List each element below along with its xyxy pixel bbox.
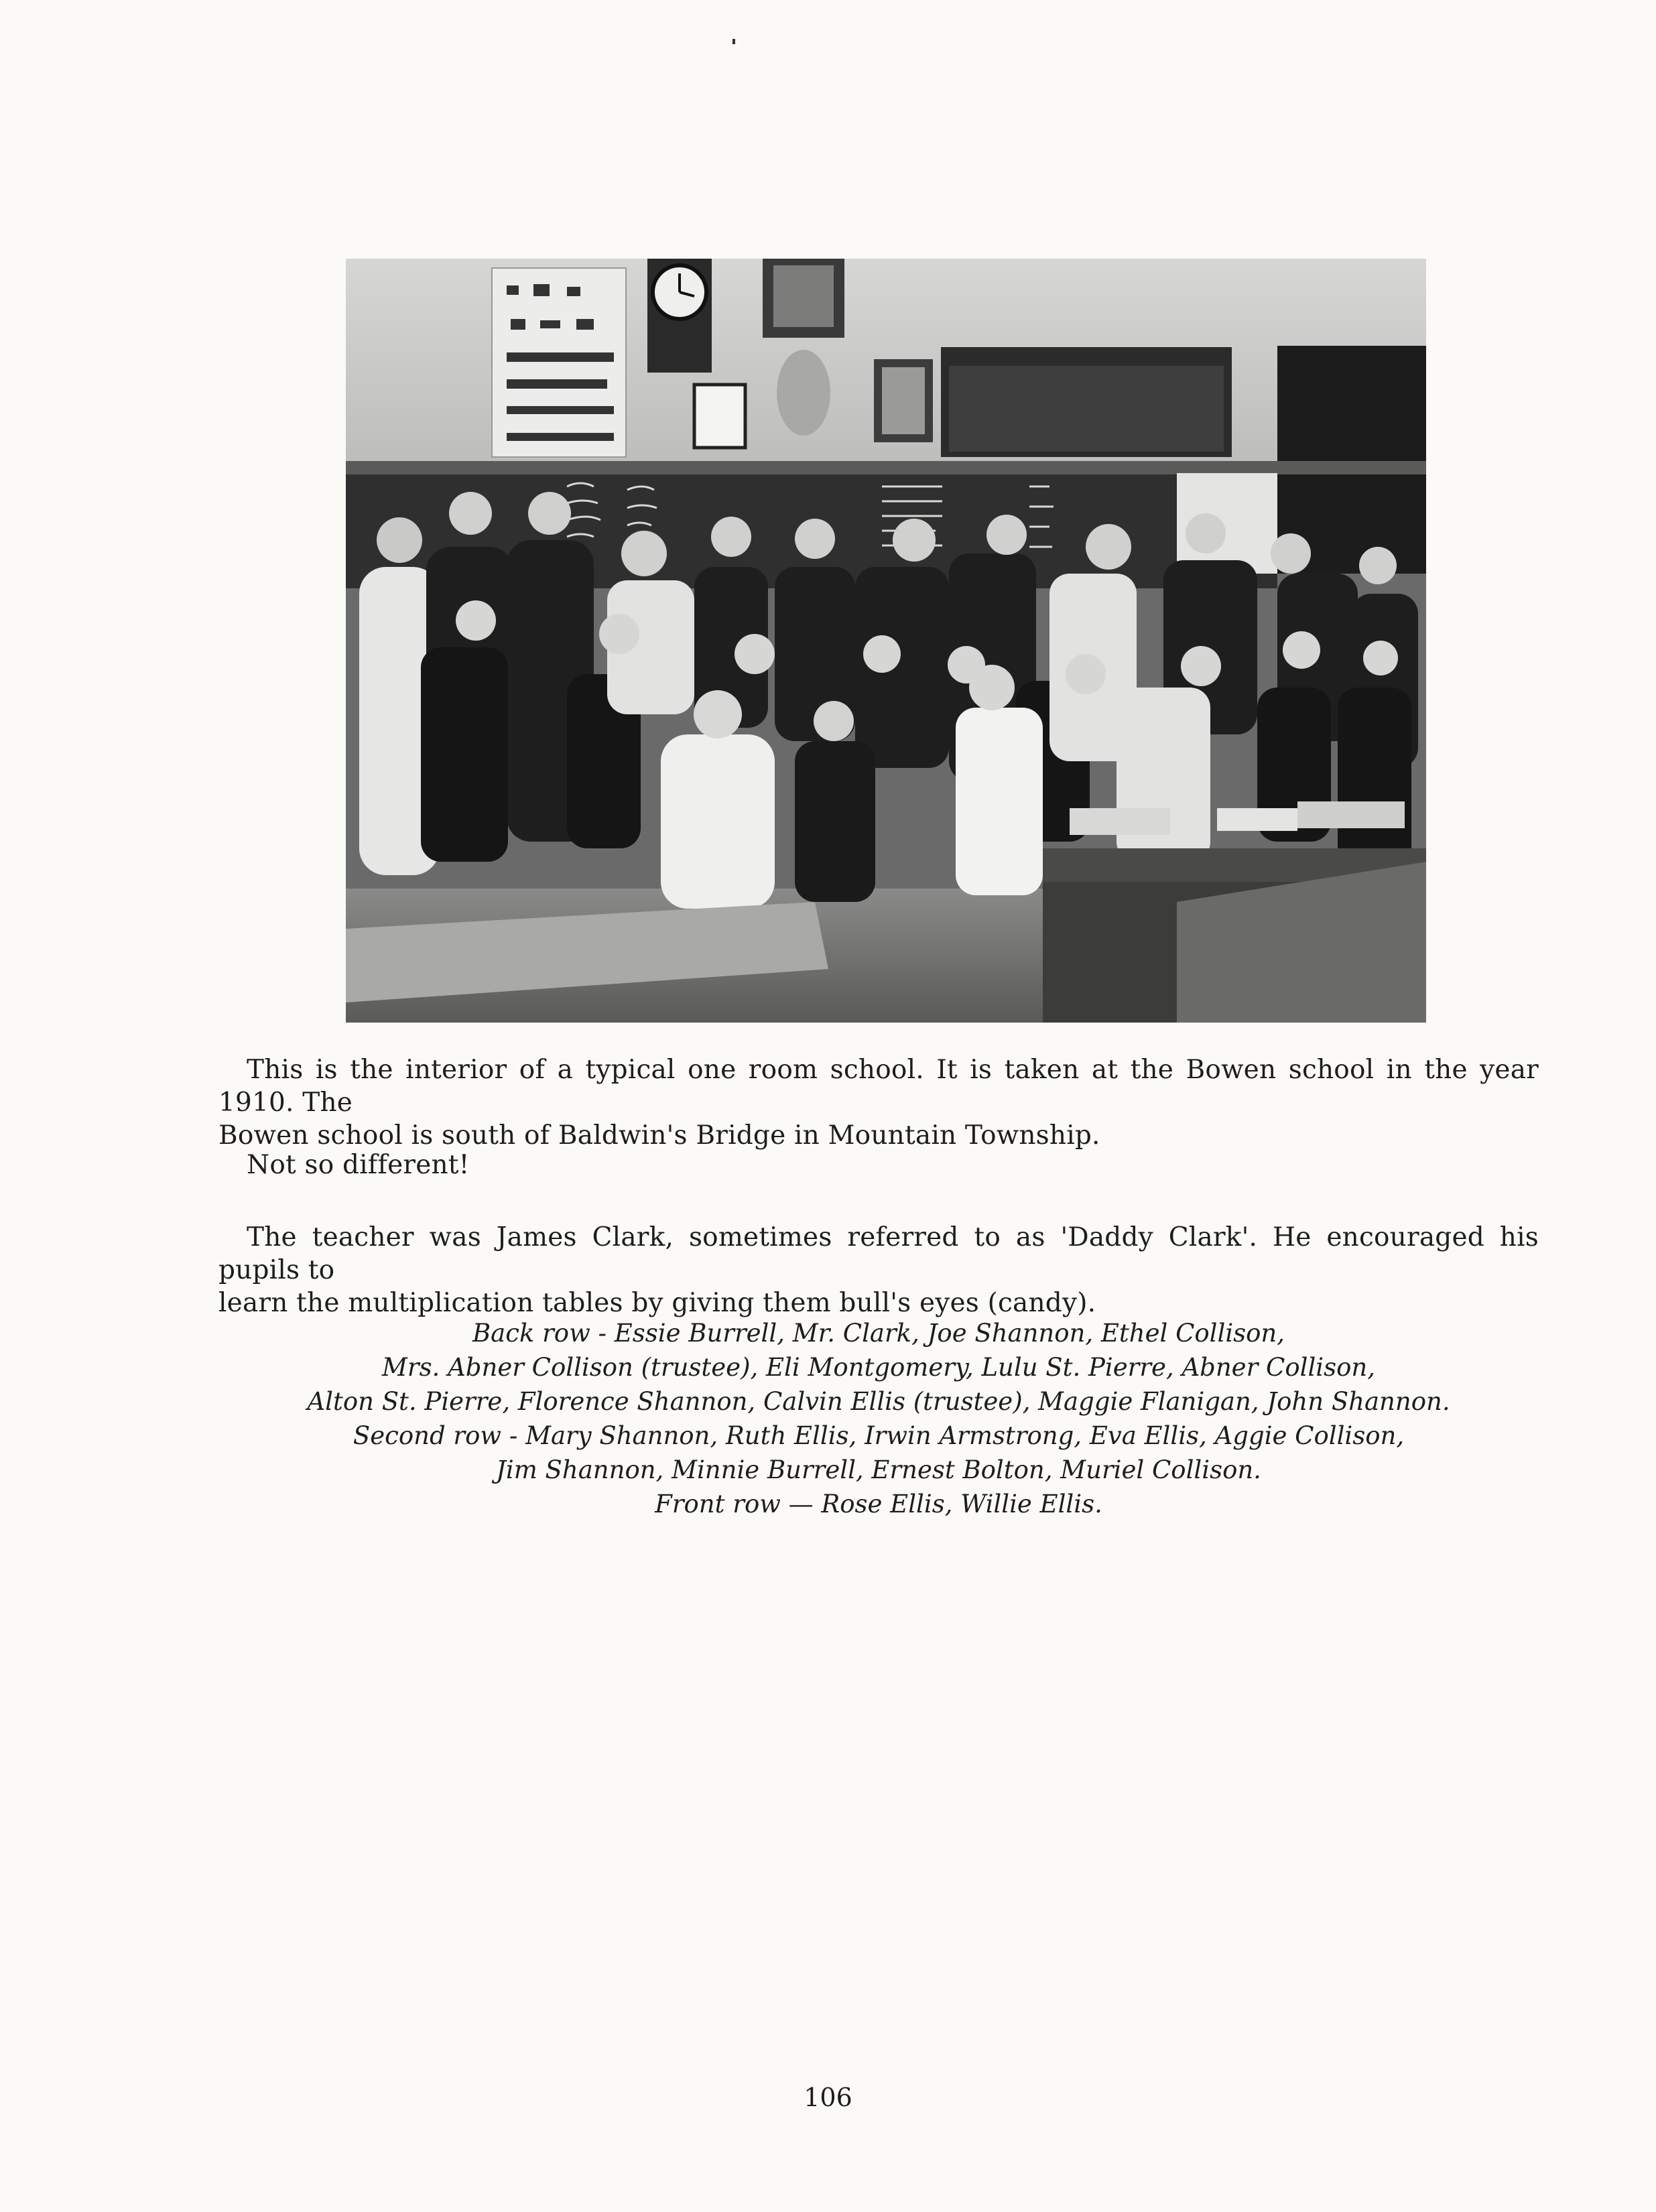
caption-line: Bowen school is south of Baldwin's Bridge in Mountain Township. bbox=[218, 1120, 1100, 1151]
credit-line: Back row - Essie Burrell, Mr. Clark, Joe Shannon, Ethel Collison, bbox=[472, 1319, 1285, 1348]
caption-paragraph-2: Not so different! bbox=[247, 1150, 470, 1180]
credit-line: Mrs. Abner Collison (trustee), Eli Montgomery, Lulu St. Pierre, Abner Collison, bbox=[382, 1353, 1375, 1382]
class-photograph bbox=[346, 259, 1426, 1023]
page-number: 106 bbox=[804, 2083, 852, 2112]
credit-line: Second row - Mary Shannon, Ruth Ellis, Irwin Armstrong, Eva Ellis, Aggie Collison, bbox=[353, 1421, 1405, 1450]
credit-line: Alton St. Pierre, Florence Shannon, Calvin Ellis (trustee), Maggie Flanigan, John Shannon. bbox=[307, 1387, 1450, 1416]
caption-paragraph-1 bbox=[218, 1053, 1539, 1152]
credit-line: Jim Shannon, Minnie Burrell, Ernest Bolton, Muriel Collison. bbox=[496, 1455, 1261, 1484]
caption-line: learn the multiplication tables by giving them bull's eyes (candy). bbox=[218, 1288, 1096, 1318]
photo-credits bbox=[218, 1316, 1539, 1521]
caption-line: The teacher was James Clark, sometimes referred to as 'Daddy Clark'. He encouraged his pupils to bbox=[218, 1222, 1539, 1285]
scan-mark bbox=[733, 39, 735, 44]
credit-line: Front row — Rose Ellis, Willie Ellis. bbox=[655, 1490, 1102, 1518]
caption-paragraph-3 bbox=[218, 1221, 1539, 1319]
caption-line: This is the interior of a typical one room school. It is taken at the Bowen school in the year 1910. The bbox=[218, 1055, 1539, 1118]
